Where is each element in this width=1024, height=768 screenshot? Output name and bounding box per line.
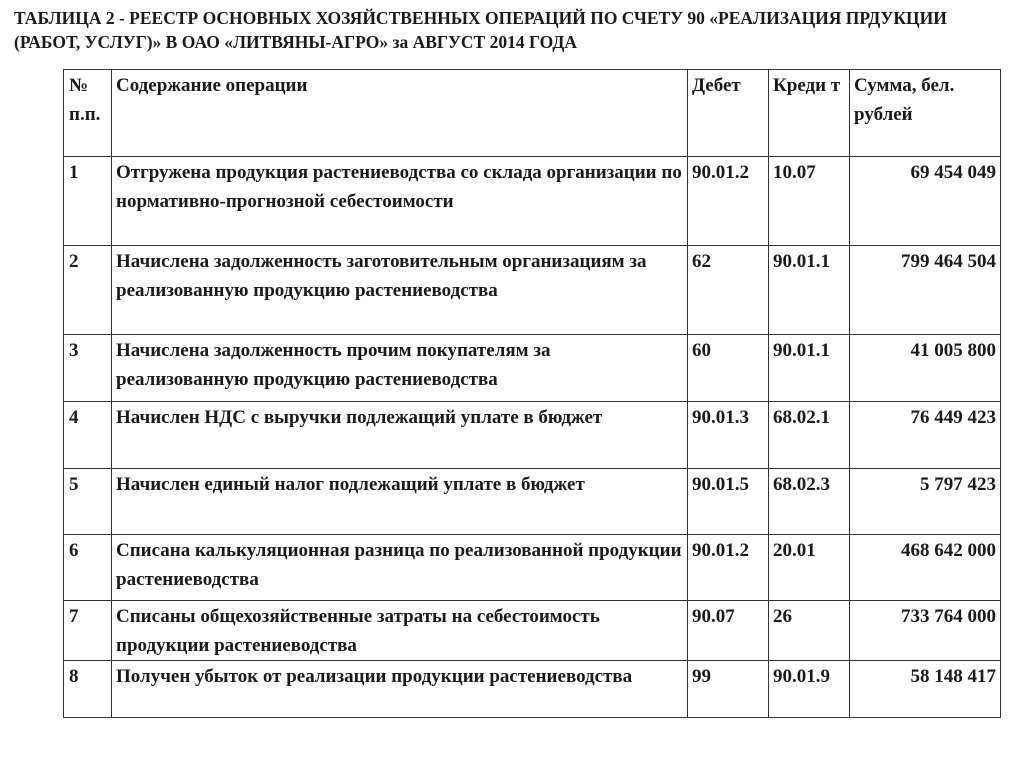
row-debit: 62 xyxy=(688,246,769,335)
row-sum: 41 005 800 xyxy=(850,335,1001,402)
header-description: Содержание операции xyxy=(112,70,688,157)
row-credit: 68.02.3 xyxy=(769,469,850,535)
header-credit: Креди т xyxy=(769,70,850,157)
row-sum: 69 454 049 xyxy=(850,157,1001,246)
table-row xyxy=(64,601,1001,661)
row-sum: 58 148 417 xyxy=(850,661,1001,718)
row-description: Отгружена продукция растениеводства со склада организации по нормативно-прогнозной себестоимости xyxy=(112,157,688,246)
row-credit: 20.01 xyxy=(769,535,850,601)
row-num: 8 xyxy=(64,661,112,718)
table-row xyxy=(64,661,1001,718)
table-row xyxy=(64,402,1001,469)
row-debit: 60 xyxy=(688,335,769,402)
row-sum: 76 449 423 xyxy=(850,402,1001,469)
row-sum: 468 642 000 xyxy=(850,535,1001,601)
row-description: Начислен единый налог подлежащий уплате в бюджет xyxy=(112,469,688,535)
document-title: ТАБЛИЦА 2 - РЕЕСТР ОСНОВНЫХ ХОЗЯЙСТВЕННЫХ ОПЕРАЦИЙ ПО СЧЕТУ 90 «РЕАЛИЗАЦИЯ ПРДУКЦИИ (РАБОТ, УСЛУГ)» В ОАО «ЛИТВЯНЫ-АГРО» за АВГУСТ 2014 ГОДА xyxy=(14,8,947,52)
row-debit: 90.07 xyxy=(688,601,769,661)
row-credit: 90.01.1 xyxy=(769,335,850,402)
row-description: Списаны общехозяйственные затраты на себестоимость продукции растениеводства xyxy=(112,601,688,661)
row-num: 2 xyxy=(64,246,112,335)
row-credit: 26 xyxy=(769,601,850,661)
table-header-row xyxy=(64,70,1001,157)
row-description: Начислена задолженность заготовительным организациям за реализованную продукцию растениеводства xyxy=(112,246,688,335)
operations-register-table xyxy=(63,69,1001,718)
row-debit: 90.01.2 xyxy=(688,157,769,246)
row-num: 4 xyxy=(64,402,112,469)
header-debit: Дебет xyxy=(688,70,769,157)
row-debit: 90.01.3 xyxy=(688,402,769,469)
row-debit: 90.01.2 xyxy=(688,535,769,601)
row-num: 3 xyxy=(64,335,112,402)
table-row xyxy=(64,335,1001,402)
row-num: 1 xyxy=(64,157,112,246)
row-credit: 90.01.9 xyxy=(769,661,850,718)
row-description: Списана калькуляционная разница по реализованной продукции растениеводства xyxy=(112,535,688,601)
row-debit: 90.01.5 xyxy=(688,469,769,535)
row-sum: 5 797 423 xyxy=(850,469,1001,535)
row-description: Начислен НДС с выручки подлежащий уплате в бюджет xyxy=(112,402,688,469)
row-credit: 68.02.1 xyxy=(769,402,850,469)
row-description: Начислена задолженность прочим покупателям за реализованную продукцию растениеводства xyxy=(112,335,688,402)
header-num: № п.п. xyxy=(64,70,112,157)
table-row xyxy=(64,246,1001,335)
row-sum: 733 764 000 xyxy=(850,601,1001,661)
row-debit: 99 xyxy=(688,661,769,718)
row-credit: 90.01.1 xyxy=(769,246,850,335)
table-row xyxy=(64,535,1001,601)
operations-register-table-container xyxy=(63,69,1001,718)
row-description: Получен убыток от реализации продукции растениеводства xyxy=(112,661,688,718)
header-sum: Сумма, бел. рублей xyxy=(850,70,1001,157)
row-credit: 10.07 xyxy=(769,157,850,246)
row-sum: 799 464 504 xyxy=(850,246,1001,335)
table-row xyxy=(64,469,1001,535)
table-row xyxy=(64,157,1001,246)
row-num: 5 xyxy=(64,469,112,535)
row-num: 7 xyxy=(64,601,112,661)
row-num: 6 xyxy=(64,535,112,601)
